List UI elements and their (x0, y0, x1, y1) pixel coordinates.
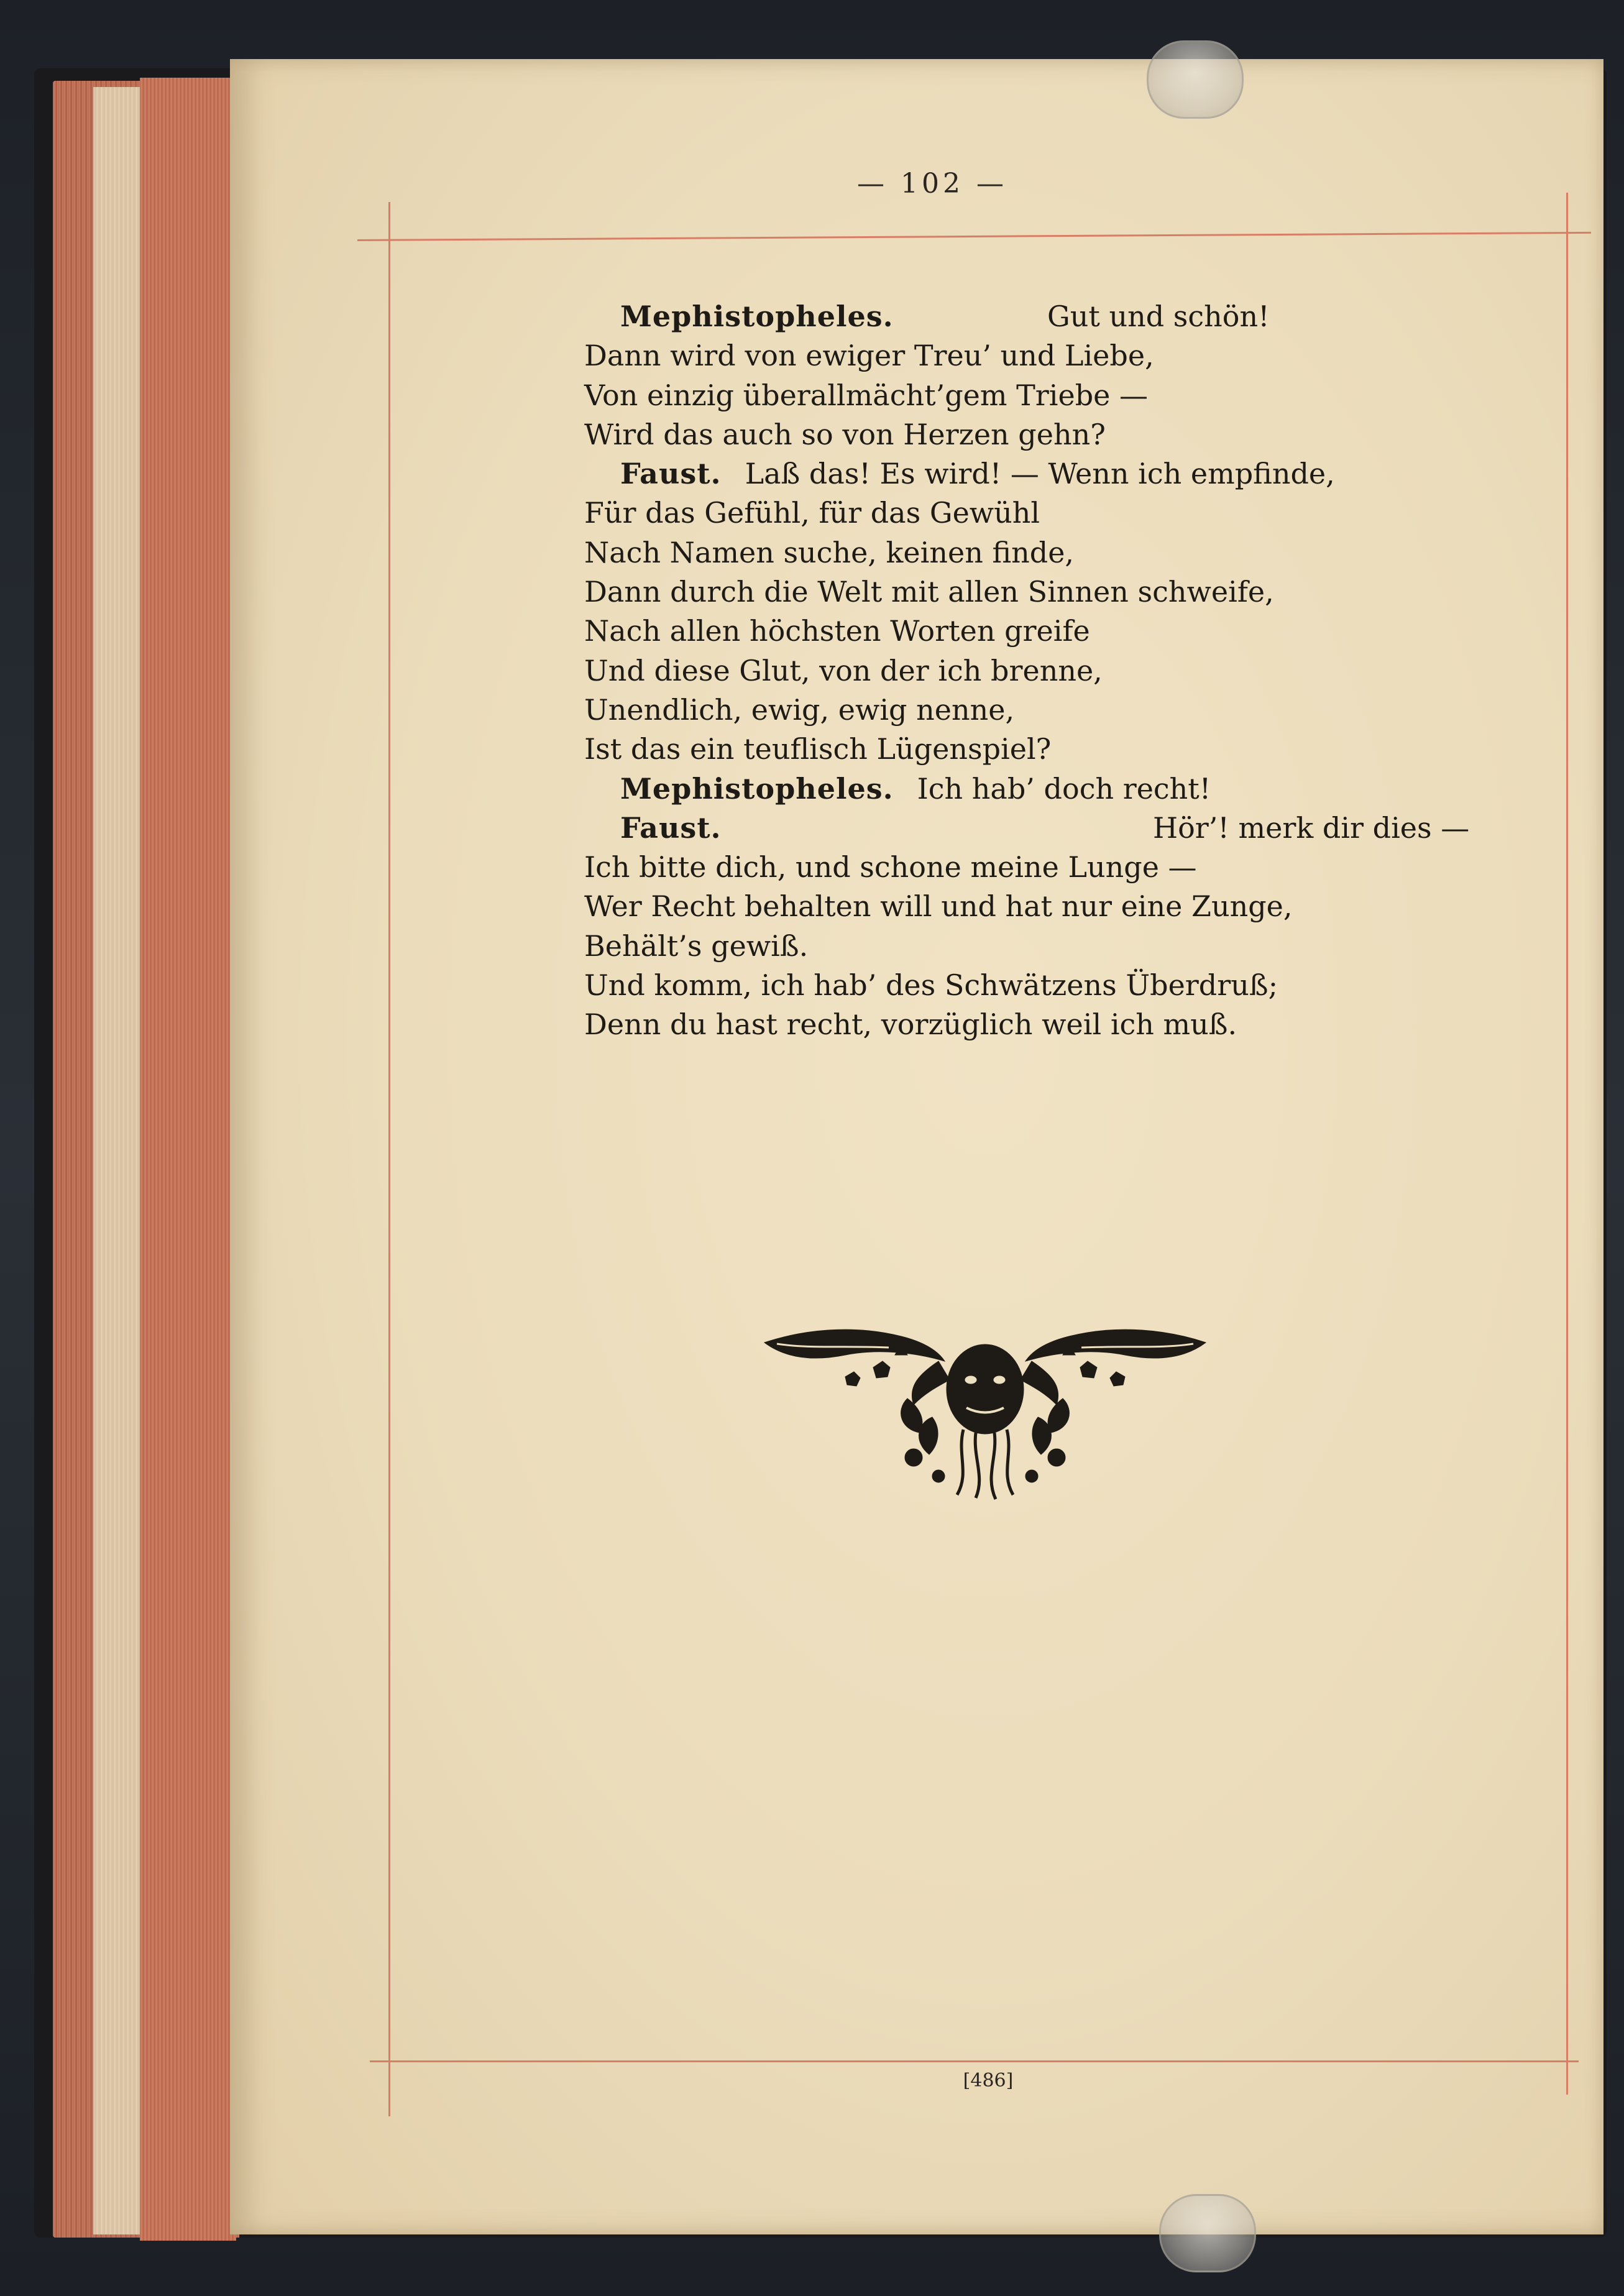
frame-rule-bottom (370, 2060, 1579, 2062)
page-edges-red-inner (140, 78, 236, 2241)
verse-text: Gut und schön! (1047, 300, 1270, 333)
verse-line (584, 336, 1485, 375)
verse-line (584, 454, 1485, 494)
verse-line (584, 927, 1485, 966)
verse-line (584, 533, 1485, 572)
verse-text: Wird das auch so von Herzen gehn? (584, 417, 1106, 451)
verse-text: Nach allen höchsten Worten greife (584, 614, 1090, 648)
verse-line (584, 769, 1485, 809)
verse-line (584, 651, 1485, 691)
verse-text: Behält’s gewiß. (584, 929, 809, 963)
verse-line (584, 1005, 1485, 1044)
page-number: — 102 — (857, 168, 1007, 200)
verse-line (584, 376, 1485, 415)
verse-text: Und komm, ich hab’ des Schwätzens Überdruß; (584, 968, 1278, 1003)
frame-rule-right (1566, 193, 1568, 2095)
speaker-name: Faust. (620, 457, 722, 491)
frame-rule-left (388, 202, 390, 2116)
verse-text: Dann wird von ewiger Treu’ und Liebe, (584, 339, 1154, 373)
verse-line (584, 572, 1485, 612)
speaker-name: Mephistopheles. (620, 771, 894, 806)
verse-text: Wer Recht behalten will und hat nur eine Zunge, (584, 889, 1293, 924)
verse-text: Laß das! Es wird! — Wenn ich empfinde, (745, 457, 1335, 491)
grotesque-vignette-icon (752, 1318, 1218, 1504)
verse-text: Für das Gefühl, für das Gewühl (584, 496, 1040, 530)
verse-text: Unendlich, ewig, ewig nenne, (584, 692, 1015, 727)
verse-line (584, 494, 1485, 533)
speaker-name: Mephistopheles. (620, 300, 894, 333)
verse-text: Dann durch die Welt mit allen Sinnen schweife, (584, 575, 1274, 609)
page-clip-bottom (1159, 2194, 1256, 2272)
verse-text: Ist das ein teuflisch Lügenspiel? (584, 732, 1052, 766)
page-clip-top (1147, 40, 1244, 119)
verse-block (584, 297, 1485, 1045)
verse-text: Ich bitte dich, und schone meine Lunge — (584, 850, 1197, 884)
verse-text: Hör’! merk dir dies — (1153, 810, 1470, 845)
verse-line (584, 612, 1485, 651)
verse-line (584, 887, 1485, 926)
verse-text: Denn du hast recht, vorzüglich weil ich muß. (584, 1008, 1237, 1042)
verse-text: Von einzig überallmächt’gem Triebe — (584, 378, 1148, 412)
verse-text: Und diese Glut, von der ich brenne, (584, 653, 1103, 687)
verse-line (584, 848, 1485, 887)
verse-line (584, 415, 1485, 454)
verse-line (584, 809, 1485, 848)
verse-line (584, 730, 1485, 769)
verse-text: Ich hab’ doch recht! (917, 771, 1211, 806)
footer-code: [486] (963, 2070, 1014, 2092)
verse-line (584, 966, 1485, 1005)
verse-text: Nach Namen suche, keinen finde, (584, 535, 1075, 569)
verse-line (584, 691, 1485, 730)
verse-line (584, 297, 1485, 336)
speaker-name: Faust. (620, 810, 722, 845)
